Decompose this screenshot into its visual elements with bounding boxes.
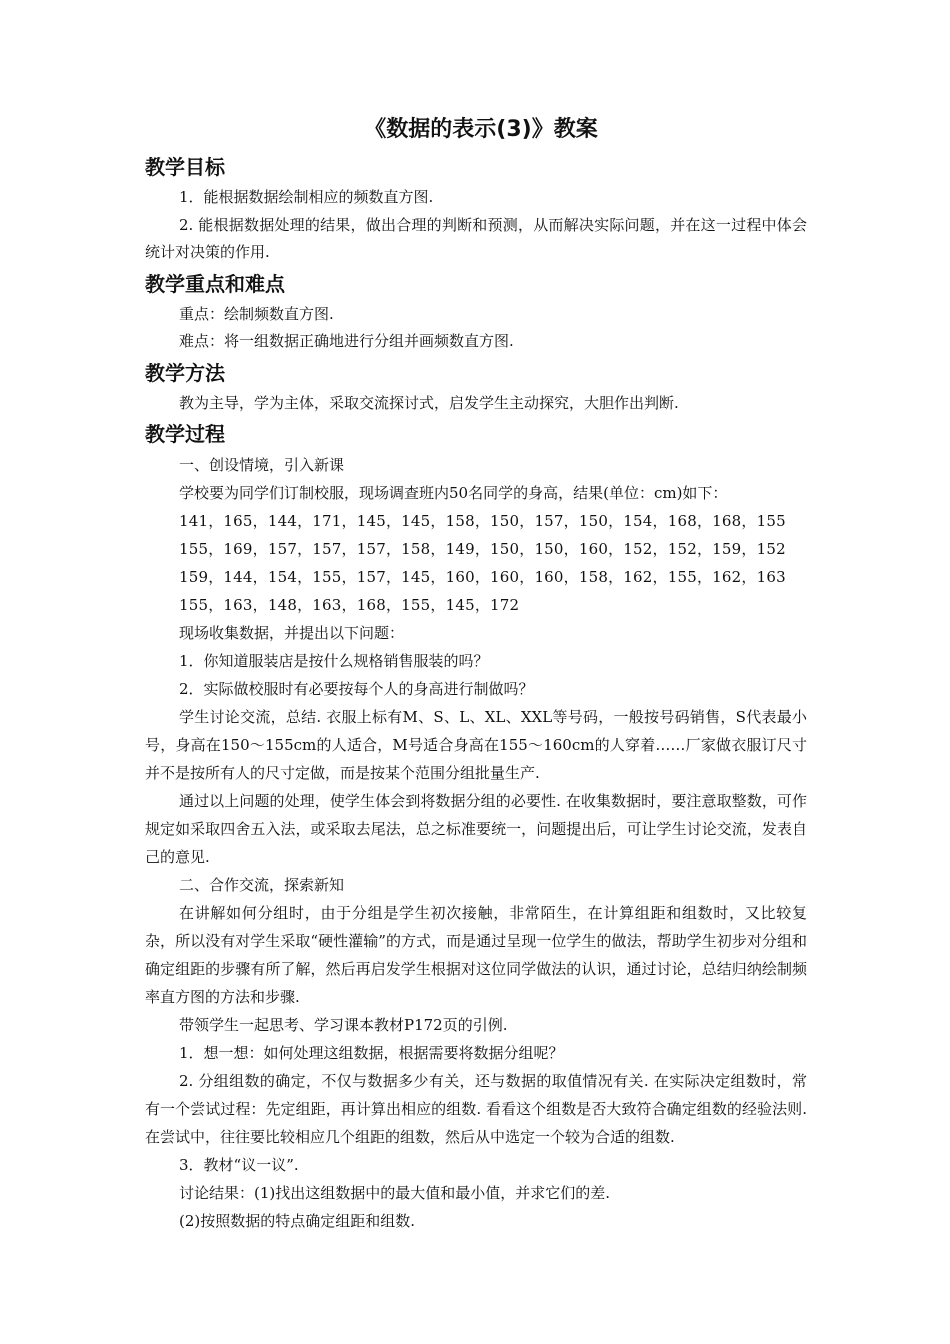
heading-process: 教学过程	[145, 422, 225, 446]
data-row: 155，163，148，163，168，155，145，172	[179, 596, 520, 614]
step-3: 3．教材“议一议”.	[179, 1156, 299, 1174]
step-1: 1．想一想：如何处理这组数据，根据需要将数据分组呢？	[179, 1044, 564, 1062]
heading-methods: 教学方法	[145, 360, 225, 385]
result-1: 讨论结果：(1)找出这组数据中的最大值和最小值，并求它们的差.	[179, 1184, 611, 1202]
part2-title: 二、合作交流，探索新知	[179, 876, 345, 894]
step-2: 2. 分组组数的确定，不仅与数据多少有关，还与数据的取值情况有关. 在实际决定组数时，常有一个尝试过程：先定组距，再计算出相应的组数. 看看这个组数是否大致符合确定组数的经验法则. 在尝试中，往往要比较相应几个组距的组数，然后从中选定一个较为合适的组数.	[145, 1072, 807, 1146]
objective-item: 1．能根据数据绘制相应的频数直方图.	[179, 188, 434, 206]
data-row: 141，165，144，171，145，145，158，150，157，150，154，168，168，155	[179, 512, 786, 530]
intro-paragraph: 学校要为同学们订制校服，现场调查班内50名同学的身高，结果(单位：cm)如下：	[179, 484, 728, 502]
data-row: 155，169，157，157，157，158，149，150，150，160，152，152，159，152	[179, 540, 786, 558]
collect-paragraph: 现场收集数据，并提出以下问题：	[179, 624, 405, 642]
data-row: 159，144，154，155，157，145，160，160，160，158，162，155，162，163	[179, 568, 786, 586]
question-1: 1．你知道服装店是按什么规格销售服装的吗？	[179, 652, 489, 670]
discussion-paragraph: 学生讨论交流，总结. 衣服上标有M、S、L、XL、XXL等号码，一般按号码销售，S代表最小号，身高在150～155cm的人适合，M号适合身高在155～160cm的人穿着……厂家做衣服订尺寸并不是按所有人的尺寸定做，而是按某个范围分组批量生产.	[145, 708, 807, 782]
page-title: 《数据的表示(3)》教案	[364, 117, 598, 142]
method-item: 教为主导，学为主体，采取交流探讨式，启发学生主动探究，大胆作出判断.	[179, 393, 679, 412]
explain-paragraph: 在讲解如何分组时，由于分组是学生初次接触，非常陌生，在计算组距和组数时，又比较复杂，所以没有对学生采取“硬性灌输”的方式，而是通过呈现一位学生的做法，帮助学生初步对分组和确定组距的步骤有所了解，然后再启发学生根据对这位同学做法的认识，通过讨论，总结归纳绘制频率直方图的方法和步骤.	[145, 904, 807, 1006]
heading-keypoints: 教学重点和难点	[145, 271, 285, 296]
keypoint-item: 难点：将一组数据正确地进行分组并画频数直方图.	[179, 332, 514, 350]
keypoint-item: 重点：绘制频数直方图.	[179, 304, 334, 323]
document-page	[145, 110, 807, 1235]
result-2: (2)按照数据的特点确定组距和组数.	[179, 1212, 416, 1230]
question-2: 2．实际做校服时有必要按每个人的身高进行制做吗？	[179, 680, 534, 698]
heading-objectives: 教学目标	[145, 155, 225, 179]
summary-paragraph: 通过以上问题的处理，使学生体会到将数据分组的必要性. 在收集数据时，要注意取整数，可作规定如采取四舍五入法，或采取去尾法，总之标准要统一，问题提出后，可让学生讨论交流，发表自己的意见.	[145, 792, 807, 866]
objective-item: 2. 能根据数据处理的结果，做出合理的判断和预测，从而解决实际问题，并在这一过程中体会统计对决策的作用.	[145, 215, 807, 261]
part1-title: 一、创设情境，引入新课	[179, 456, 345, 474]
lead-paragraph: 带领学生一起思考、学习课本教材P172页的引例.	[179, 1016, 508, 1034]
